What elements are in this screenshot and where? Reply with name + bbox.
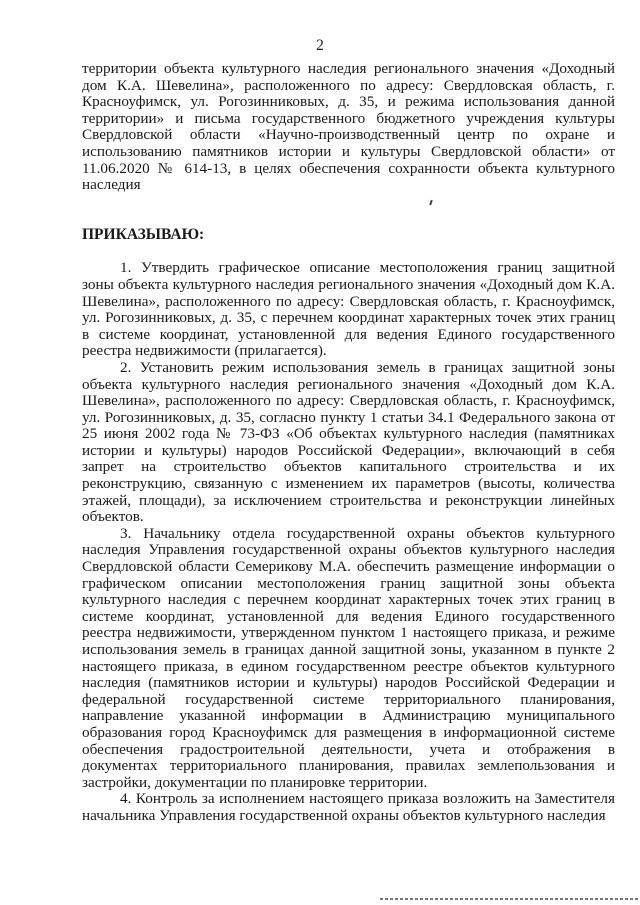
order-item-1: 1. Утвердить графическое описание местоположения границ защитной зоны объекта культурного наследия регионального значения «Доходный дом К.А. Шевелина», расположенного по адресу: Свердловская область, г. Красноуфимск, ул. Рогозинниковых, д. 35, с перечнем координат характерных точек этих границ в системе координат, установленной для ведения Единого государственного реестра недвижимости (прилагается). — [82, 259, 615, 360]
document-body — [82, 61, 615, 825]
intro-paragraph: территории объекта культурного наследия регионального значения «Доходный дом К.А. Шевелина», расположенного по адресу: Свердловская область, г. Красноуфимск, ул. Рогозинниковых, д. 35, и режима использования данной территории» и письма государственного бюджетного учреждения культуры Свердловской области «Научно-производственный центр по охране и использованию памятников истории и культуры Свердловской области» от 11.06.2020 № 614-13, в целях обеспечения сохранности объекта культурного наследия — [82, 60, 615, 194]
page-bottom-edge — [380, 898, 640, 900]
order-item-2: 2. Установить режим использования земель в границах защитной зоны объекта культурного наследия регионального значения «Доходный дом К.А. Шевелина», расположенного по адресу: Свердловская область, г. Красноуфимск, ул. Рогозинниковых, д. 35, согласно пункту 1 статьи 34.1 Федерального закона от 25 июня 2002 года № 73-ФЗ «Об объектах культурного наследия (памятниках истории и культуры) народов Российской Федерации», включающий в себя запрет на строительство объектов капитального строительства и их реконструкцию, связанную с изменением их параметров (высоты, количества этажей, площади), за исключением строительства и реконструкции линейных объектов. — [82, 358, 615, 526]
order-heading: ПРИКАЗЫВАЮ: — [82, 225, 205, 243]
order-item-4: 4. Контроль за исполнением настоящего приказа возложить на Заместителя начальника Управления государственной охраны объектов культурного наследия — [82, 790, 615, 824]
order-item-3: 3. Начальнику отдела государственной охраны объектов культурного наследия Управления государственной охраны объектов культурного наследия Свердловской области Семерикову М.А. обеспечить размещение информации о графическом описании местоположения границ защитной зоны объекта культурного наследия с перечнем координат характерных точек этих границ в системе координат, установленной для ведения Единого государственного реестра недвижимости, утвержденном пунктом 1 настоящего приказа, и режиме использования земель в границах данной защитной зоны, указанном в пункте 2 настоящего приказа, в едином государственном реестре объектов культурного наследия (памятников истории и культуры) народов Российской Федерации и федеральной государственной системе территориального планирования, направление указанной информации в Администрацию муниципального образования город Красноуфимск для размещения в информационной системе обеспечения градостроительной деятельности, учета и отображения в документах территориального планирования, правилах землепользования и застройки, документации по планировке территории. — [82, 524, 615, 791]
page-number: 2 — [316, 37, 324, 54]
